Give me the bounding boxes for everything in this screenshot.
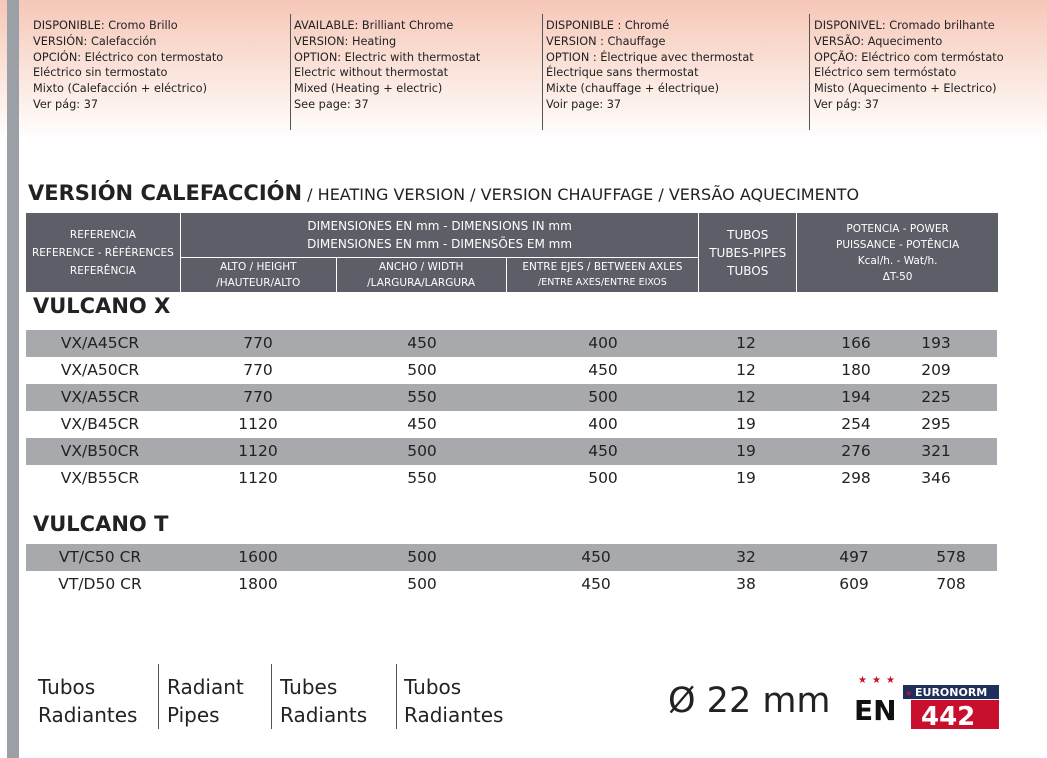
- svg-text:★: ★: [858, 675, 867, 686]
- cell-width: 500: [407, 442, 437, 460]
- info-line: OPÇÃO: Eléctrico com termóstato: [814, 50, 1004, 64]
- footer-label-es: Tubos Radiantes: [38, 675, 138, 727]
- availability-es: [33, 18, 223, 113]
- table-header: [26, 213, 998, 292]
- footer-label-en: Radiant Pipes: [167, 675, 244, 727]
- cell-height: 1600: [238, 548, 278, 566]
- header-tubes: TUBOS TUBES-PIPES TUBOS: [699, 213, 797, 292]
- svg-text:★: ★: [905, 689, 913, 698]
- info-divider: [542, 14, 543, 130]
- table-row: [26, 384, 997, 411]
- cell-tubes: 12: [736, 361, 756, 379]
- cell-watt: 193: [921, 334, 951, 352]
- svg-text:442: 442: [921, 702, 976, 729]
- cell-width: 550: [407, 388, 437, 406]
- info-line: DISPONIBLE: Cromo Brillo: [33, 19, 178, 32]
- cell-axles: 400: [588, 334, 618, 352]
- info-divider: [290, 14, 291, 130]
- heading-rest: / HEATING VERSION / VERSION CHAUFFAGE / VERSÃO AQUECIMENTO: [302, 185, 860, 204]
- footer-label-fr: Tubes Radiants: [280, 675, 368, 727]
- header-power: POTENCIA - POWER PUISSANCE - POTÊNCIA Kcal/h. - Wat/h. ΔT-50: [797, 213, 998, 292]
- cell-height: 1120: [238, 442, 278, 460]
- cell-tubes: 19: [736, 415, 756, 433]
- info-line: AVAILABLE: Brilliant Chrome: [294, 19, 454, 32]
- info-line: Misto (Aquecimento + Electrico): [814, 82, 997, 96]
- cell-ref: VX/A45CR: [60, 334, 140, 352]
- cell-kcal: 497: [839, 548, 869, 566]
- cell-axles: 450: [581, 575, 611, 593]
- info-line: VERSÃO: Aquecimento: [814, 34, 943, 48]
- cell-ref: VX/B55CR: [60, 469, 140, 487]
- cell-height: 1800: [238, 575, 278, 593]
- table-row: [26, 438, 997, 465]
- cell-height: 1120: [238, 469, 278, 487]
- cell-watt: 295: [921, 415, 951, 433]
- info-line: OPCIÓN: Eléctrico con termostato: [33, 50, 224, 64]
- cell-ref: VT/D50 CR: [58, 575, 142, 593]
- heading-bold: VERSIÓN CALEFACCIÓN: [28, 181, 303, 205]
- info-line: Ver pág: 37: [33, 97, 99, 111]
- en-442-logo: [853, 675, 999, 729]
- info-line: Electric without thermostat: [294, 66, 449, 80]
- cell-axles: 450: [588, 361, 618, 379]
- info-line: OPTION : Électrique avec thermostat: [546, 50, 754, 64]
- footer-divider: [158, 664, 159, 729]
- section-title: VULCANO X: [33, 294, 171, 318]
- footer-divider: [396, 664, 397, 729]
- cell-watt: 346: [921, 469, 951, 487]
- header-width: ANCHO / WIDTH /LARGURA/LARGURA: [336, 258, 506, 293]
- footer-divider: [271, 664, 272, 729]
- cell-height: 770: [243, 361, 273, 379]
- info-line: DISPONIVEL: Cromado brilhante: [814, 19, 995, 32]
- cell-width: 500: [407, 548, 437, 566]
- cell-axles: 400: [588, 415, 618, 433]
- left-side-bar: [7, 0, 19, 758]
- cell-tubes: 12: [736, 388, 756, 406]
- section-title: VULCANO T: [33, 512, 169, 536]
- info-line: DISPONIBLE : Chromé: [546, 19, 670, 32]
- cell-kcal: 166: [841, 334, 871, 352]
- cell-width: 450: [407, 334, 437, 352]
- cell-width: 550: [407, 469, 437, 487]
- cell-tubes: 19: [736, 442, 756, 460]
- cell-axles: 500: [588, 388, 618, 406]
- cell-watt: 578: [936, 548, 966, 566]
- availability-pt: [814, 18, 1004, 113]
- info-line: Voir page: 37: [546, 97, 622, 111]
- cell-watt: 321: [921, 442, 951, 460]
- svg-text:★: ★: [872, 675, 881, 686]
- table-row: [26, 357, 997, 384]
- cell-tubes: 19: [736, 469, 756, 487]
- cell-tubes: 12: [736, 334, 756, 352]
- table-row: [26, 411, 997, 438]
- cell-watt: 209: [921, 361, 951, 379]
- cell-width: 450: [407, 415, 437, 433]
- info-line: Mixto (Calefacción + eléctrico): [33, 82, 207, 96]
- cell-kcal: 298: [841, 469, 871, 487]
- cell-height: 770: [243, 334, 273, 352]
- pipe-diameter: Ø 22 mm: [668, 681, 831, 721]
- info-line: Eléctrico sin termostato: [33, 66, 168, 80]
- cell-width: 500: [407, 575, 437, 593]
- svg-text:★: ★: [886, 675, 895, 686]
- info-line: Ver pág: 37: [814, 97, 880, 111]
- cell-kcal: 194: [841, 388, 871, 406]
- cell-height: 770: [243, 388, 273, 406]
- cell-tubes: 32: [736, 548, 756, 566]
- cell-axles: 500: [588, 469, 618, 487]
- cell-height: 1120: [238, 415, 278, 433]
- cell-ref: VX/B45CR: [60, 415, 140, 433]
- cell-axles: 450: [581, 548, 611, 566]
- cell-ref: VX/A55CR: [60, 388, 140, 406]
- header-height: ALTO / HEIGHT /HAUTEUR/ALTO: [180, 258, 336, 293]
- info-line: Mixte (chauffage + électrique): [546, 82, 720, 96]
- info-divider: [809, 14, 810, 130]
- footer-label-pt: Tubos Radiantes: [404, 675, 504, 727]
- cell-kcal: 254: [841, 415, 871, 433]
- cell-kcal: 276: [841, 442, 871, 460]
- table-row: [26, 330, 997, 357]
- table-row: [26, 544, 997, 571]
- cell-axles: 450: [588, 442, 618, 460]
- header-reference: REFERENCIA REFERENCE - RÉFÉRENCES REFERÊNCIA: [31, 228, 174, 277]
- cell-width: 500: [407, 361, 437, 379]
- cell-tubes: 38: [736, 575, 756, 593]
- cell-kcal: 609: [839, 575, 869, 593]
- header-axles: ENTRE EJES / BETWEEN AXLES /ENTRE AXES/ENTRE EIXOS: [506, 258, 699, 293]
- info-line: Eléctrico sem termóstato: [814, 66, 957, 80]
- info-line: Mixed (Heating + electric): [294, 82, 443, 96]
- info-line: VERSION : Chauffage: [546, 34, 666, 48]
- info-line: Électrique sans thermostat: [546, 66, 699, 80]
- cell-ref: VX/B50CR: [60, 442, 140, 460]
- table-row: [26, 465, 997, 492]
- table-row: [26, 571, 997, 598]
- info-line: OPTION: Electric with thermostat: [294, 50, 481, 64]
- availability-en: [294, 18, 480, 113]
- section-heading: [28, 181, 859, 205]
- cell-watt: 225: [921, 388, 951, 406]
- info-line: See page: 37: [294, 97, 369, 111]
- info-line: VERSION: Heating: [294, 34, 397, 48]
- info-line: VERSIÓN: Calefacción: [33, 34, 157, 48]
- cell-watt: 708: [936, 575, 966, 593]
- cell-ref: VT/C50 CR: [58, 548, 142, 566]
- availability-fr: [546, 18, 754, 113]
- cell-ref: VX/A50CR: [60, 361, 140, 379]
- svg-text:EURONORM: EURONORM: [915, 686, 988, 699]
- svg-text:EN: EN: [854, 694, 897, 727]
- cell-kcal: 180: [841, 361, 871, 379]
- header-dimensions: DIMENSIONES EN mm - DIMENSIONS IN mm DIMENSIONES EN mm - DIMENSÕES EM mm: [180, 213, 698, 258]
